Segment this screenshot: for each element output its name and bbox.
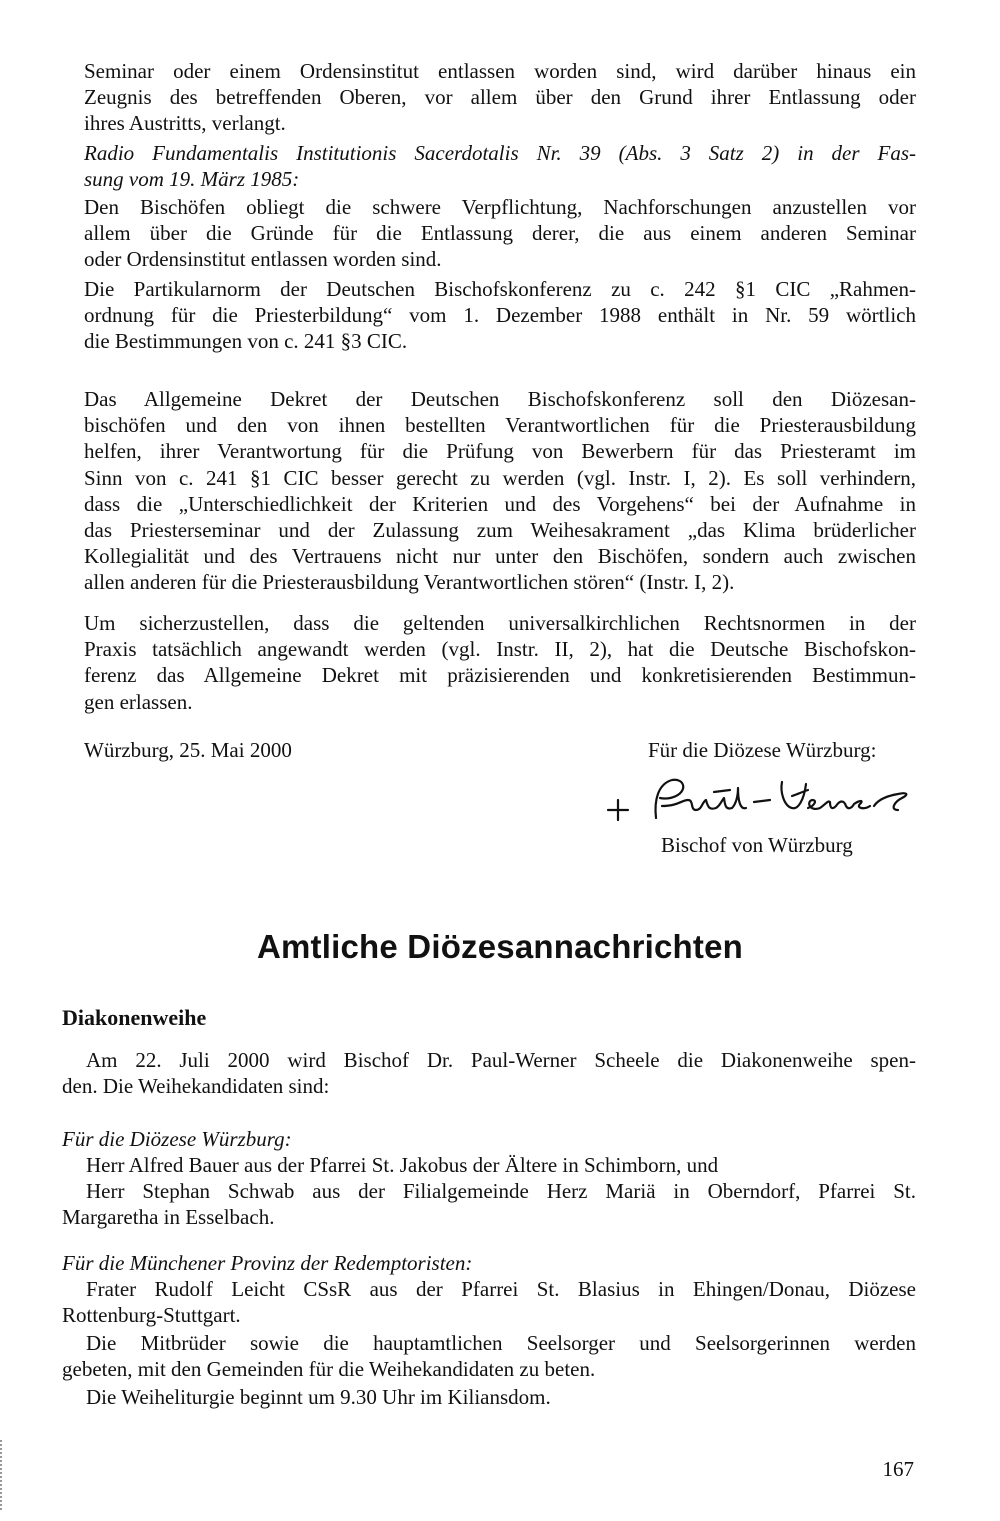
paragraph-liturgie: Die Weiheliturgie beginnt um 9.30 Uhr im Kiliansdom. — [86, 1385, 551, 1409]
candidate-line: Rottenburg-Stuttgart. — [62, 1303, 241, 1328]
group-wuerzburg-label: Für die Diözese Würzburg: — [62, 1127, 292, 1151]
text-line: Den Bischöfen obliegt die schwere Verpflichtung, Nachforschungen anzustellen vor — [84, 195, 916, 219]
text-line: allem über die Gründe für die Entlassung derer, die aus einem anderen Seminar — [84, 221, 916, 246]
group-redemptoristen-candidates — [62, 1276, 916, 1328]
text-line: sung vom 19. März 1985: — [84, 167, 300, 192]
text-line: Praxis tatsächlich angewandt werden (vgl. Instr. II, 2), hat die Deutsche Bischofskon- — [84, 637, 916, 662]
paragraph-ankuendigung — [62, 1047, 916, 1099]
candidate-line: Frater Rudolf Leicht CSsR aus der Pfarrei St. Blasius in Ehingen/Donau, Diözese — [86, 1277, 916, 1301]
signer-title: Bischof von Würzburg — [661, 833, 853, 857]
candidate-line: Herr Alfred Bauer aus der Pfarrei St. Jakobus der Ältere in Schimborn, und — [86, 1153, 719, 1177]
text-line: gen erlassen. — [84, 689, 193, 714]
candidate-line: Margaretha in Esselbach. — [62, 1205, 275, 1230]
text-line: gebeten, mit den Gemeinden für die Weihekandidaten zu beten. — [62, 1357, 596, 1382]
paragraph-bischoefe — [84, 194, 916, 273]
text-line: Die Mitbrüder sowie die hauptamtlichen Seelsorger und Seelsorgerinnen werden — [86, 1331, 916, 1355]
candidate-line: Herr Stephan Schwab aus der Filialgemeinde Herz Mariä in Oberndorf, Pfarrei St. — [86, 1179, 916, 1204]
paragraph-partikularnorm — [84, 276, 916, 355]
text-line: Zeugnis des betreffenden Oberen, vor allem über den Grund ihrer Entlassung oder — [84, 85, 916, 110]
text-line: Das Allgemeine Dekret der Deutschen Bischofskonferenz soll den Diözesan- — [84, 387, 916, 411]
text-line: dass die „Unterschiedlichkeit der Kriterien und des Vorgehens“ bei der Aufnahme in — [84, 491, 916, 516]
text-line: Am 22. Juli 2000 wird Bischof Dr. Paul-Werner Scheele die Diakonenweihe spen- — [86, 1048, 916, 1072]
text-line: ihres Austritts, verlangt. — [84, 111, 286, 136]
text-line: ferenz das Allgemeine Dekret mit präzisierenden und konkretisierenden Bestimmun- — [84, 663, 916, 688]
signature — [598, 770, 928, 832]
for-diocese-label: Für die Diözese Würzburg: — [648, 738, 877, 762]
paragraph-dekret — [84, 386, 916, 596]
text-line: Sinn von c. 241 §1 CIC besser gerecht zu werden (vgl. Instr. I, 2). Es soll verhindern, — [84, 465, 916, 490]
text-line: Seminar oder einem Ordensinstitut entlassen worden sind, wird darüber hinaus ein — [84, 59, 916, 83]
place-date: Würzburg, 25. Mai 2000 — [84, 738, 292, 762]
text-line: die Bestimmungen von c. 241 §3 CIC. — [84, 329, 408, 354]
group-redemptoristen-label: Für die Münchener Provinz der Redemptoristen: — [62, 1251, 473, 1275]
text-line: Die Partikularnorm der Deutschen Bischofskonferenz zu c. 242 §1 CIC „Rahmen- — [84, 277, 916, 301]
paragraph-rechtsnormen — [84, 610, 916, 715]
group-wuerzburg-candidates — [62, 1152, 916, 1231]
ratio-citation — [84, 140, 916, 192]
text-line: oder Ordensinstitut entlassen worden sind. — [84, 247, 442, 272]
text-line: Um sicherzustellen, dass die geltenden universalkirchlichen Rechtsnormen in der — [84, 611, 916, 635]
text-line: Kollegialität und des Vertrauens nicht nur unter den Bischöfen, sondern auch zwischen — [84, 544, 916, 569]
text-line: den. Die Weihekandidaten sind: — [62, 1074, 330, 1099]
page-number: 167 — [882, 1457, 914, 1481]
text-line: helfen, ihrer Verantwortung für die Prüfung von Bewerbern für das Priesteramt im — [84, 439, 916, 464]
text-line: bischöfen und den von ihnen bestellten Verantwortlichen für die Priesterausbildung — [84, 413, 916, 438]
text-line: das Priesterseminar und der Zulassung zum Weihesakrament „das Klima brüderlicher — [84, 518, 916, 543]
paragraph-gebet — [62, 1330, 916, 1382]
text-line: Radio Fundamentalis Institutionis Sacerdotalis Nr. 39 (Abs. 3 Satz 2) in der Fas- — [84, 141, 916, 165]
section-heading: Amtliche Diözesannachrichten — [256, 928, 744, 965]
subheading-diakonenweihe: Diakonenweihe — [62, 1005, 207, 1030]
scan-edge-marks — [0, 1440, 4, 1510]
text-line: ordnung für die Priesterbildung“ vom 1. Dezember 1988 enthält in Nr. 59 wörtlich — [84, 303, 916, 328]
paragraph-entlassung — [84, 58, 916, 137]
text-line: allen anderen für die Priesterausbildung Verantwortlichen stören“ (Instr. I, 2). — [84, 570, 735, 595]
